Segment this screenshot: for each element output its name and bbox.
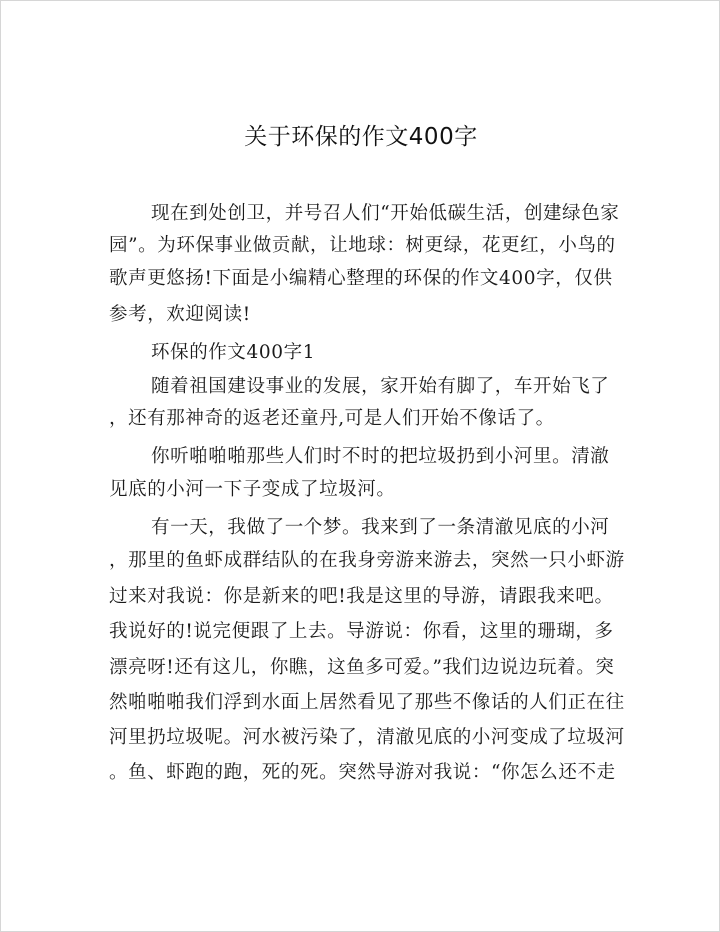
paragraph-line: 现在到处创卫，并号召人们“开始低碳生活，创建绿色家	[151, 203, 620, 224]
section-heading: 环保的作文400字1	[151, 342, 316, 363]
paragraph-line: 我说好的!说完便跟了上去。导游说：你看，这里的珊瑚，多	[109, 621, 614, 642]
paragraph-line: 随着祖国建设事业的发展，家开始有脚了，车开始飞了	[151, 376, 610, 397]
paragraph-line: 河里扔垃圾呢。河水被污染了，清澈见底的小河变成了垃圾河	[109, 727, 625, 748]
paragraph-line: 见底的小河一下子变成了垃圾河。	[109, 479, 396, 500]
paragraph-line: 过来对我说：你是新来的吧!我是这里的导游，请跟我来吧。	[109, 586, 614, 607]
document-title: 关于环保的作文400字	[244, 124, 478, 150]
paragraph-line: 你听啪啪啪那些人们时不时的把垃圾扔到小河里。清澈	[151, 446, 610, 467]
paragraph-line: 漂亮呀!还有这儿，你瞧，这鱼多可爱。”我们边说边玩着。突	[109, 657, 615, 678]
paragraph-line: 歌声更悠扬!下面是小编精心整理的环保的作文400字，仅供	[109, 268, 613, 289]
paragraph-line: 参考，欢迎阅读!	[109, 304, 251, 325]
paragraph-line: 然啪啪啪我们浮到水面上居然看见了那些不像话的人们正在往	[109, 692, 625, 713]
paragraph-line: 园”。为环保事业做贡献，让地球：树更绿，花更红，小鸟的	[109, 235, 616, 256]
paragraph-line: ，还有那神奇的返老还童丹,可是人们开始不像话了。	[109, 408, 555, 429]
paragraph-line: 有一天，我做了一个梦。我来到了一条清澈见底的小河	[151, 517, 610, 538]
paragraph-line: 。鱼、虾跑的跑，死的死。突然导游对我说：“你怎么还不走	[109, 762, 616, 783]
paragraph-line: ，那里的鱼虾成群结队的在我身旁游来游去，突然一只小虾游	[109, 550, 625, 571]
